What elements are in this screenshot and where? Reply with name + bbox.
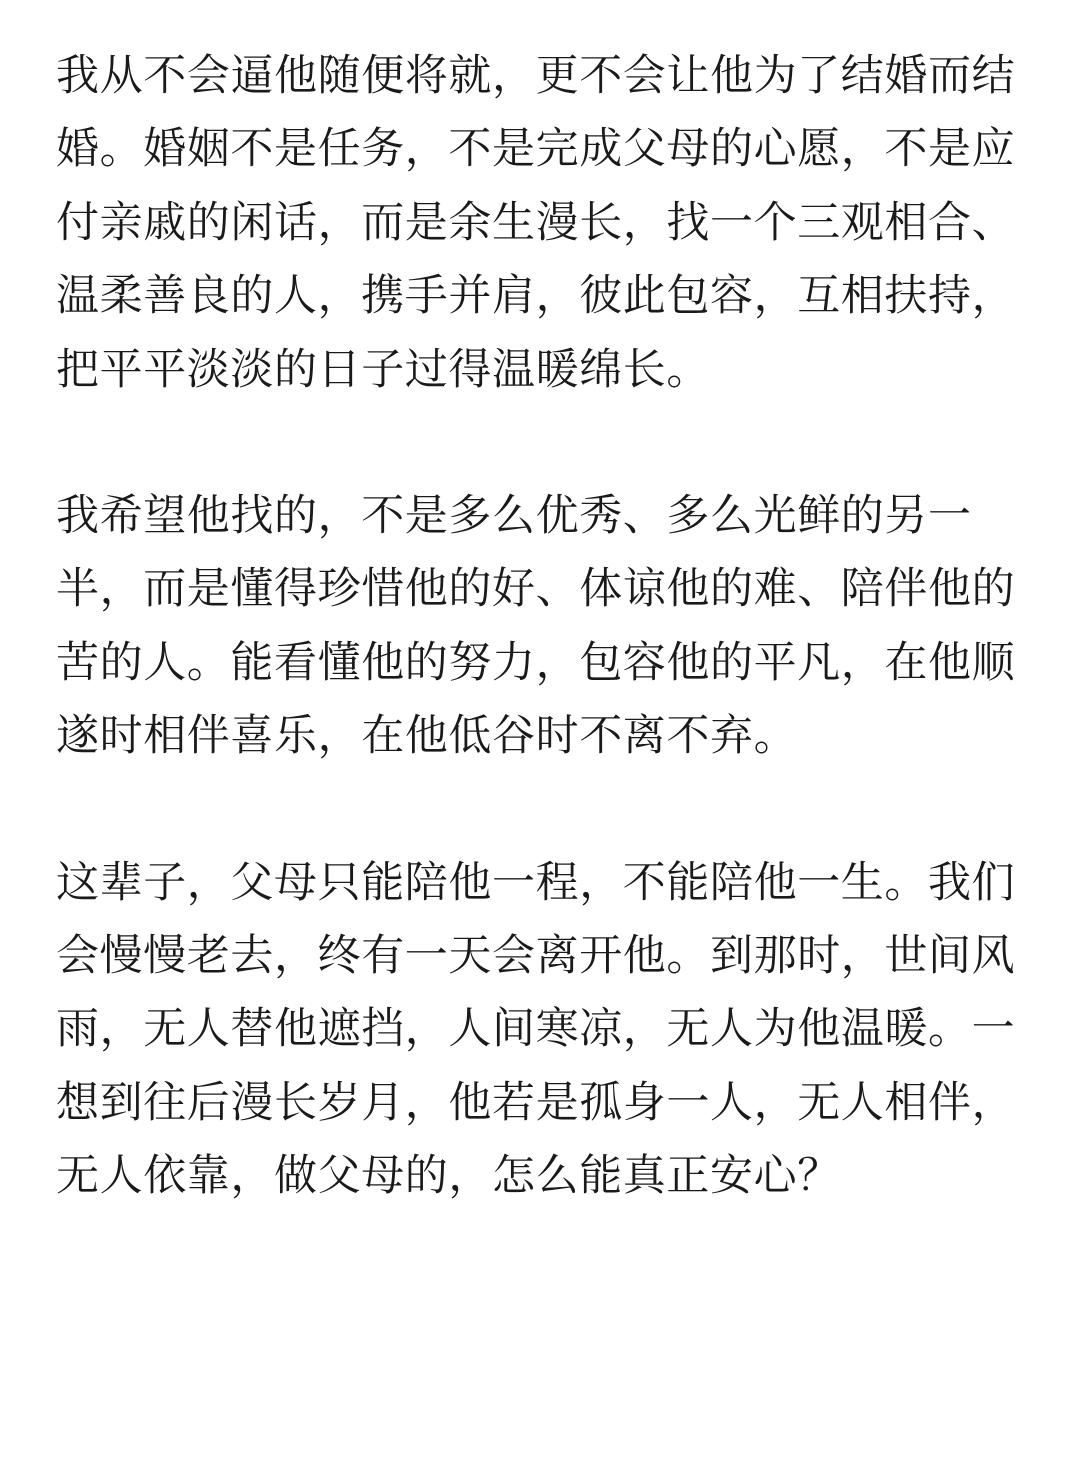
paragraph: 我从不会逼他随便将就，更不会让他为了结婚而结婚。婚姻不是任务，不是完成父母的心愿，不是应付亲戚的闲话，而是余生漫长，找一个三观相合、温柔善良的人，携手并肩，彼此包容，互相扶持，把平平淡淡的日子过得温暖绵长。 bbox=[56, 51, 1016, 395]
paragraph: 我希望他找的，不是多么优秀、多么光鲜的另一半，而是懂得珍惜他的好、体谅他的难、陪伴他的苦的人。能看懂他的努力，包容他的平凡，在他顺遂时相伴喜乐，在他低谷时不离不弃。 bbox=[56, 491, 1016, 762]
article-body bbox=[56, 40, 1036, 1214]
paragraph: 这辈子，父母只能陪他一程，不能陪他一生。我们会慢慢老去，终有一天会离开他。到那时，世间风雨，无人替他遮挡，人间寒凉，无人为他温暖。一想到往后漫长岁月，他若是孤身一人，无人相伴，无人依靠，做父母的，怎么能真正安心？ bbox=[56, 857, 1016, 1202]
